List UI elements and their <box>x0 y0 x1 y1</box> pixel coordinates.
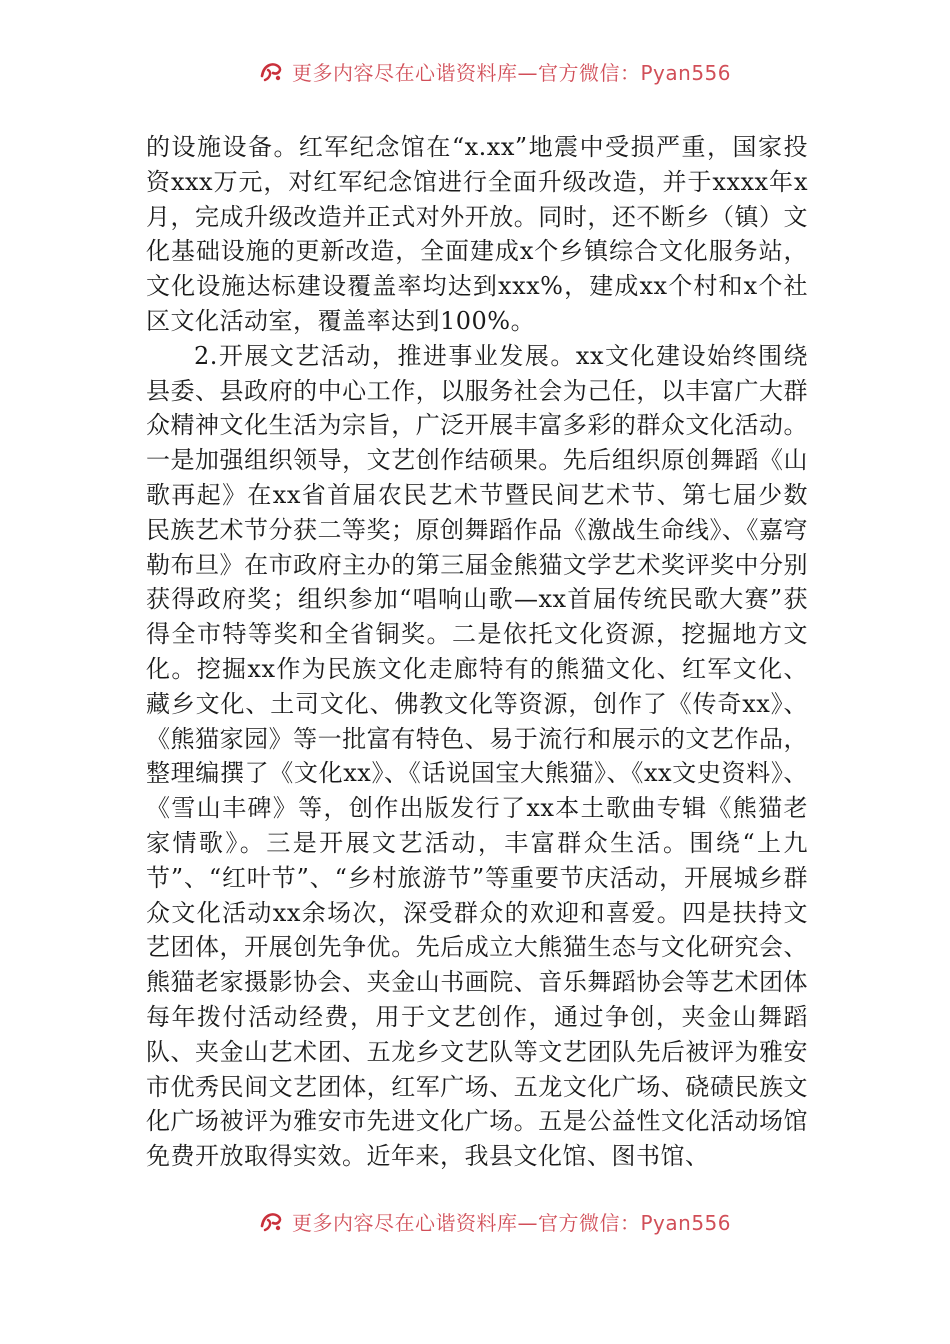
footer-watermark <box>258 1204 738 1238</box>
swirl-logo-icon <box>258 1208 284 1234</box>
watermark-text: 更多内容尽在心谐资料库—官方微信：Pyan556 <box>292 1210 732 1235</box>
watermark-text: 更多内容尽在心谐资料库—官方微信：Pyan556 <box>292 60 732 85</box>
swirl-logo-icon <box>258 58 284 84</box>
paragraph-facilities: 的设施设备。红军纪念馆在“x.xx”地震中受损严重，国家投资xxx万元，对红军纪念馆进行全面升级改造，并于xxxx年x月，完成升级改造并正式对外开放。同时，还不断乡（镇）文化基础设施的更新改造，全面建成x个乡镇综合文化服务站，文化设施达标建设覆盖率均达到xxx%，建成xx个村和x个社区文化活动室，覆盖率达到100%。 <box>146 133 808 335</box>
paragraph-cultural-activities: 2.开展文艺活动，推进事业发展。xx文化建设始终围绕县委、县政府的中心工作，以服务社会为己任，以丰富广大群众精神文化生活为宗旨，广泛开展丰富多彩的群众文化活动。一是加强组织领导，文艺创作结硕果。先后组织原创舞蹈《山歌再起》在xx省首届农民艺术节暨民间艺术节、第七届少数民族艺术节分获二等奖；原创舞蹈作品《激战生命线》、《嘉穹勒布旦》在市政府主办的第三届金熊猫文学艺术奖评奖中分别获得政府奖；组织参加“唱响山歌—xx首届传统民歌大赛”获得全市特等奖和全省铜奖。二是依托文化资源，挖掘地方文化。挖掘xx作为民族文化走廊特有的熊猫文化、红军文化、藏乡文化、土司文化、佛教文化等资源，创作了《传奇xx》、《熊猫家园》等一批富有特色、易于流行和展示的文艺作品，整理编撰了《文化xx》、《话说国宝大熊猫》、《xx文史资料》、《雪山丰碑》等，创作出版发行了xx本土歌曲专辑《熊猫老家情歌》。三是开展文艺活动，丰富群众生活。围绕“上九节”、“红叶节”、“乡村旅游节”等重要节庆活动，开展城乡群众文化活动xx余场次，深受群众的欢迎和喜爱。四是扶持文艺团体，开展创先争优。先后成立大熊猫生态与文化研究会、熊猫老家摄影协会、夹金山书画院、音乐舞蹈协会等艺术团体每年拨付活动经费，用于文艺创作，通过争创，夹金山舞蹈队、夹金山艺术团、五龙乡文艺队等文艺团队先后被评为雅安市优秀民间文艺团体，红军广场、五龙文化广场、硗碛民族文化广场被评为雅安市先进文化广场。五是公益性文化活动场馆免费开放取得实效。近年来，我县文化馆、图书馆、 <box>146 341 808 1171</box>
header-watermark <box>258 54 738 88</box>
document-body <box>146 130 808 1174</box>
